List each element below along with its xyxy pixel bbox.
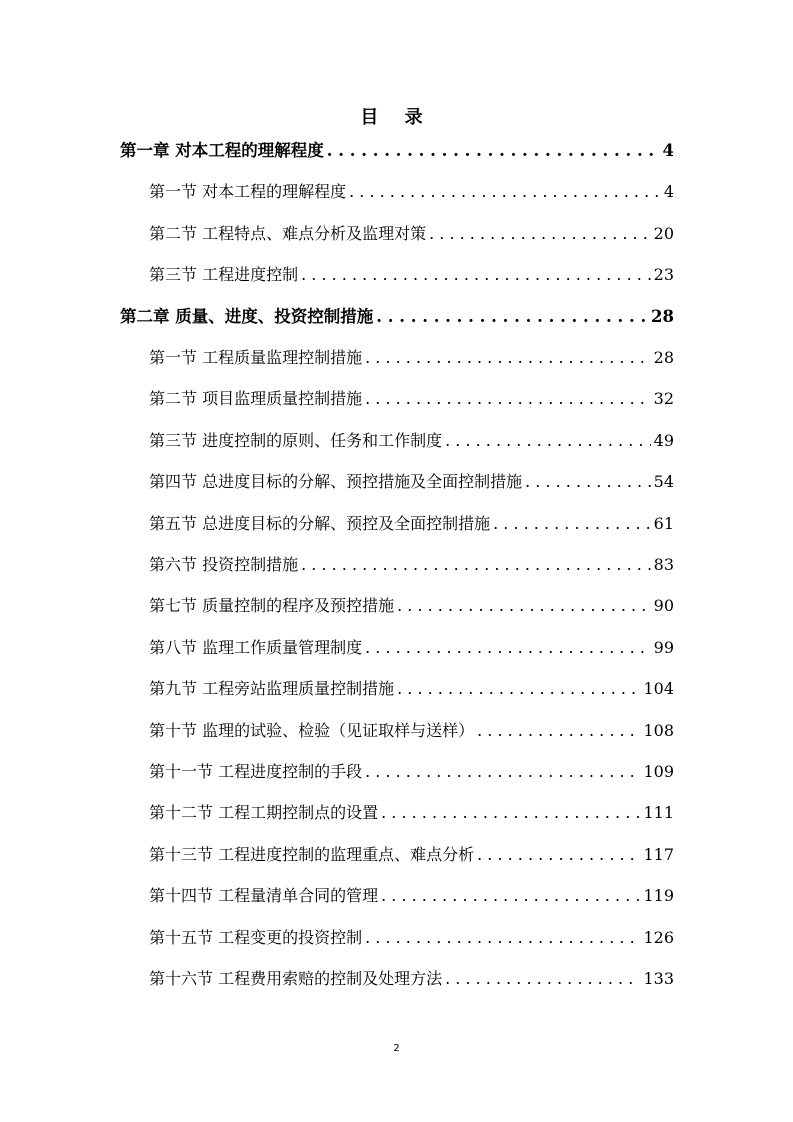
toc-entry-section[interactable] [149, 179, 674, 205]
toc-entry-section[interactable] [149, 552, 674, 578]
toc-entry-label: 第十三节 工程进度控制的监理重点、难点分析 [149, 844, 475, 864]
toc-entry-label: 第一节 工程质量监理控制措施 [149, 348, 363, 367]
toc-entry-page: 117 [643, 844, 674, 864]
toc-entry-page: 23 [653, 265, 674, 285]
toc-entry-label: 第十一节 工程进度控制的手段 [149, 762, 363, 781]
dot-leader [365, 345, 651, 371]
toc-entry-label: 第十四节 工程量清单合同的管理 [149, 886, 379, 906]
dot-leader [445, 966, 640, 992]
toc-entry-section[interactable] [149, 966, 674, 992]
dot-leader [477, 718, 640, 744]
toc-entry-label: 第一章 对本工程的理解程度 [120, 141, 324, 160]
page-number: 2 [393, 1043, 400, 1054]
dot-leader [397, 676, 640, 702]
toc-entry-label: 第四节 总进度目标的分解、预控措施及全面控制措施 [149, 472, 523, 492]
dot-leader [397, 593, 651, 619]
toc-entry-section[interactable] [149, 345, 674, 371]
toc-entry-page: 126 [643, 927, 674, 947]
toc-entry-label: 第二章 质量、进度、投资控制措施 [120, 306, 374, 326]
toc-entry-page: 4 [663, 182, 674, 202]
dot-leader [301, 262, 651, 288]
toc-entry-label: 第二节 工程特点、难点分析及监理对策 [149, 223, 427, 243]
dot-leader [376, 304, 648, 330]
toc-entry-page: 108 [643, 720, 674, 740]
toc-entry-chapter-1[interactable] [120, 138, 674, 164]
toc-entry-label: 第三节 进度控制的原则、任务和工作制度 [149, 430, 443, 450]
toc-entry-chapter-2[interactable] [120, 304, 674, 330]
toc-entry-section[interactable] [149, 428, 674, 454]
dot-leader [365, 386, 651, 412]
toc-entry-page: 28 [651, 306, 674, 326]
dot-leader [493, 511, 651, 537]
toc-entry-section[interactable] [149, 759, 674, 785]
toc-entry-page: 83 [653, 555, 674, 574]
toc-entry-label: 第十节 监理的试验、检验（见证取样与送样） [149, 720, 475, 740]
toc-entry-page: 54 [653, 472, 674, 492]
toc-entry-page: 90 [653, 596, 674, 616]
toc-entry-section[interactable] [149, 883, 674, 909]
toc-entry-section[interactable] [149, 676, 674, 702]
toc-entry-section[interactable] [149, 386, 674, 412]
toc-entry-page: 4 [662, 141, 674, 160]
toc-entry-label: 第三节 工程进度控制 [149, 265, 299, 285]
dot-leader [445, 428, 651, 454]
toc-entry-section[interactable] [149, 511, 674, 537]
toc-entry-label: 第一节 对本工程的理解程度 [149, 182, 347, 202]
toc-entry-page: 104 [643, 679, 674, 699]
toc-entry-page: 49 [653, 430, 674, 450]
toc-entry-label: 第六节 投资控制措施 [149, 555, 299, 574]
toc-entry-page: 20 [653, 223, 674, 243]
toc-entry-page: 119 [643, 886, 674, 906]
toc-entry-section[interactable] [149, 635, 674, 661]
toc-entry-label: 第五节 总进度目标的分解、预控及全面控制措施 [149, 513, 491, 533]
toc-entry-page: 133 [643, 969, 674, 988]
dot-leader [381, 883, 640, 909]
dot-leader [365, 925, 640, 951]
toc-entry-label: 第十五节 工程变更的投资控制 [149, 927, 363, 947]
toc-entry-page: 28 [653, 348, 674, 367]
toc-entry-label: 第八节 监理工作质量管理制度 [149, 637, 363, 657]
toc-entry-section[interactable] [149, 593, 674, 619]
toc-entry-section[interactable] [149, 925, 674, 951]
toc-entry-section[interactable] [149, 800, 674, 826]
toc-entry-section[interactable] [149, 842, 674, 868]
toc-entry-section[interactable] [149, 221, 674, 247]
toc-entry-label: 第十六节 工程费用索赔的控制及处理方法 [149, 969, 443, 988]
toc-entry-section[interactable] [149, 469, 674, 495]
toc-title: 目 录 [360, 107, 433, 128]
toc-entry-label: 第九节 工程旁站监理质量控制措施 [149, 679, 395, 699]
toc-entry-page: 109 [643, 762, 674, 781]
dot-leader [365, 759, 640, 785]
dot-leader [327, 138, 660, 164]
dot-leader [301, 552, 651, 578]
dot-leader [525, 469, 651, 495]
toc-entry-page: 99 [653, 637, 674, 657]
toc-entry-page: 32 [653, 389, 674, 409]
dot-leader [349, 179, 661, 205]
dot-leader [429, 221, 651, 247]
toc-entry-label: 第二节 项目监理质量控制措施 [149, 389, 363, 409]
dot-leader [381, 800, 640, 826]
toc-entry-page: 111 [643, 803, 674, 823]
toc-entry-section[interactable] [149, 262, 674, 288]
toc-entry-page: 61 [653, 513, 674, 533]
toc-entry-label: 第七节 质量控制的程序及预控措施 [149, 596, 395, 616]
dot-leader [477, 842, 640, 868]
dot-leader [365, 635, 651, 661]
toc-entry-label: 第十二节 工程工期控制点的设置 [149, 803, 379, 823]
toc-entry-section[interactable] [149, 718, 674, 744]
